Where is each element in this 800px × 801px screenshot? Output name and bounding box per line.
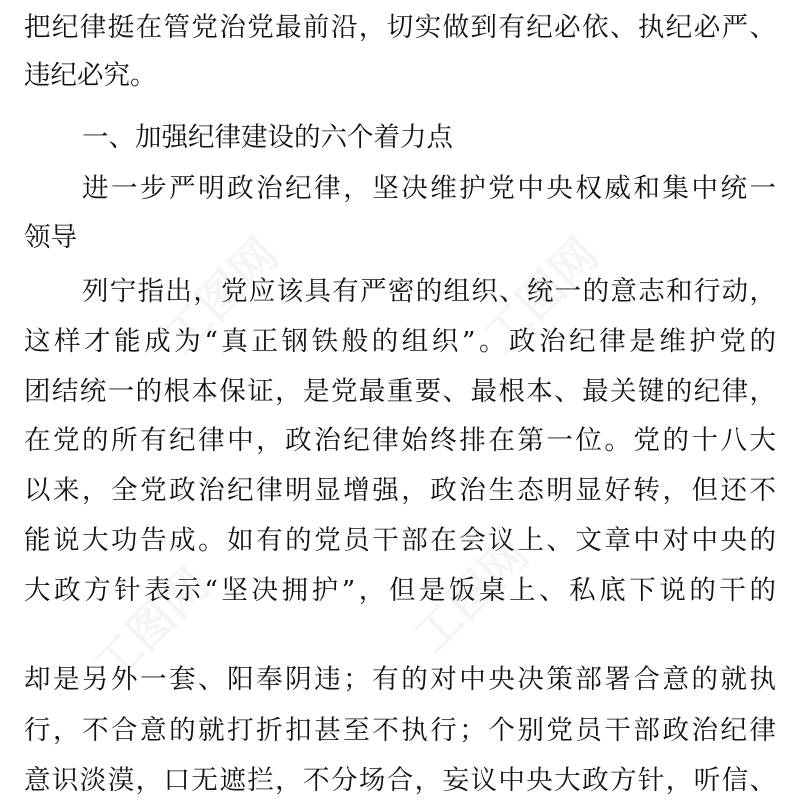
text-line: 把纪律挺在管党治党最前沿，切实做到有纪必依、执纪必严、 [24,12,776,43]
paragraph-line: 却是另外一套、阳奉阴违；有的对中央决策部署合意的就执 [24,664,776,695]
paragraph-line: 以来，全党政治纪律明显增强，政治生态明显好转，但还不 [24,475,776,506]
watermark: 工图网 [83,557,220,694]
section-heading: 一、加强纪律建设的六个着力点 [82,122,453,153]
paragraph-line: 在党的所有纪律中，政治纪律始终排在第一位。党的十八大 [24,425,776,456]
watermark: 工图网 [473,227,610,364]
paragraph-line: 意识淡漠，口无遮拦，不分场合，妄议中央大政方针，听信、 [24,765,776,796]
watermark: 工图网 [403,527,540,664]
paragraph-line: 团结统一的根本保证，是党最重要、最根本、最关键的纪律， [24,376,776,407]
paragraph-line: 列宁指出，党应该具有严密的组织、统一的意志和行动， [82,276,776,307]
paragraph-line: 行，不合意的就打折扣甚至不执行；个别党员干部政治纪律 [24,715,776,746]
subsection-heading-cont: 领导 [24,222,77,253]
text-line: 违纪必究。 [24,60,157,91]
watermark: 工图网 [153,227,290,364]
paragraph-line: 能说大功告成。如有的党员干部在会议上、文章中对中央的 [24,525,776,556]
subsection-heading: 进一步严明政治纪律，坚决维护党中央权威和集中统一 [82,173,776,204]
paragraph-line: 这样才能成为“真正钢铁般的组织”。政治纪律是维护党的 [24,326,776,357]
paragraph-line: 大政方针表示“坚决拥护”，但是饭桌上、私底下说的干的 [24,575,776,606]
